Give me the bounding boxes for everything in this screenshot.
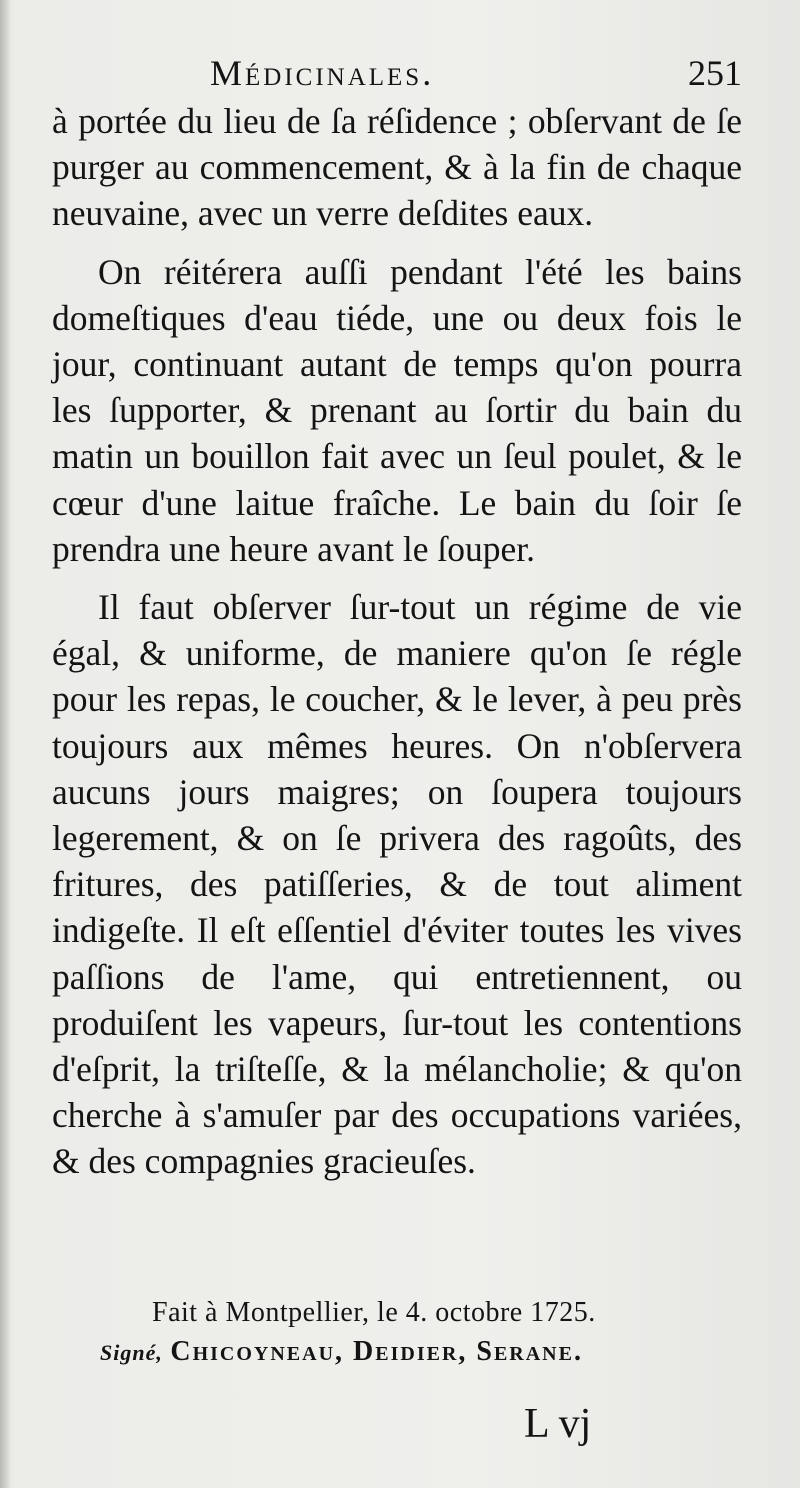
body-text xyxy=(52,98,742,1197)
page-number: 251 xyxy=(688,53,742,93)
signatories: Chicoyneau, Deidier, Serane. xyxy=(170,1336,583,1367)
closing-block xyxy=(52,1294,742,1373)
gathering-signature-mark: L vj xyxy=(524,1401,592,1447)
date-line: Fait à Montpellier, le 4. octobre 1725. xyxy=(152,1297,596,1328)
page-spine-shadow xyxy=(0,0,10,1488)
paragraph-regimen: Il faut obſerver ſur-tout un régime de vie égal, & uniforme, de maniere qu'on ſe régle pour les repas, le coucher, & le lever, à peu près toujours aux mêmes heures. On n'obſervera aucuns jours maigres; on ſoupera toujours legerement, & on ſe privera des ragoûts, des fritures, des patiſſeries, & de tout aliment indigeſte. Il eſt eſſentiel d'éviter toutes les vives paſſions de l'ame, qui entretiennent, ou produiſent les vapeurs, ſur-tout les contentions d'eſprit, la triſteſſe, & la mélancholie; & qu'on cherche à s'amuſer par des occupations variées, & des compagnies gracieuſes. xyxy=(52,587,742,1182)
signature-label: Signé, xyxy=(100,1340,163,1365)
paragraph-continuation: à portée du lieu de ſa réſidence ; obſervant de ſe purger au commencement, & à la fin de chaque neuvaine, avec un verre deſdites eaux. xyxy=(52,101,742,234)
signature-line xyxy=(52,1332,742,1373)
paragraph-baths: On réitérera auſſi pendant l'été les bains domeſtiques d'eau tiéde, une ou deux fois le jour, continuant autant de temps qu'on pourra les ſupporter, & prenant au ſortir du bain du matin un bouillon fait avec un ſeul poulet, & le cœur d'une laitue fraîche. Le bain du ſoir ſe prendra une heure avant le ſouper. xyxy=(52,251,742,569)
page-header xyxy=(52,48,742,98)
running-title: Médicinales. xyxy=(210,53,435,93)
